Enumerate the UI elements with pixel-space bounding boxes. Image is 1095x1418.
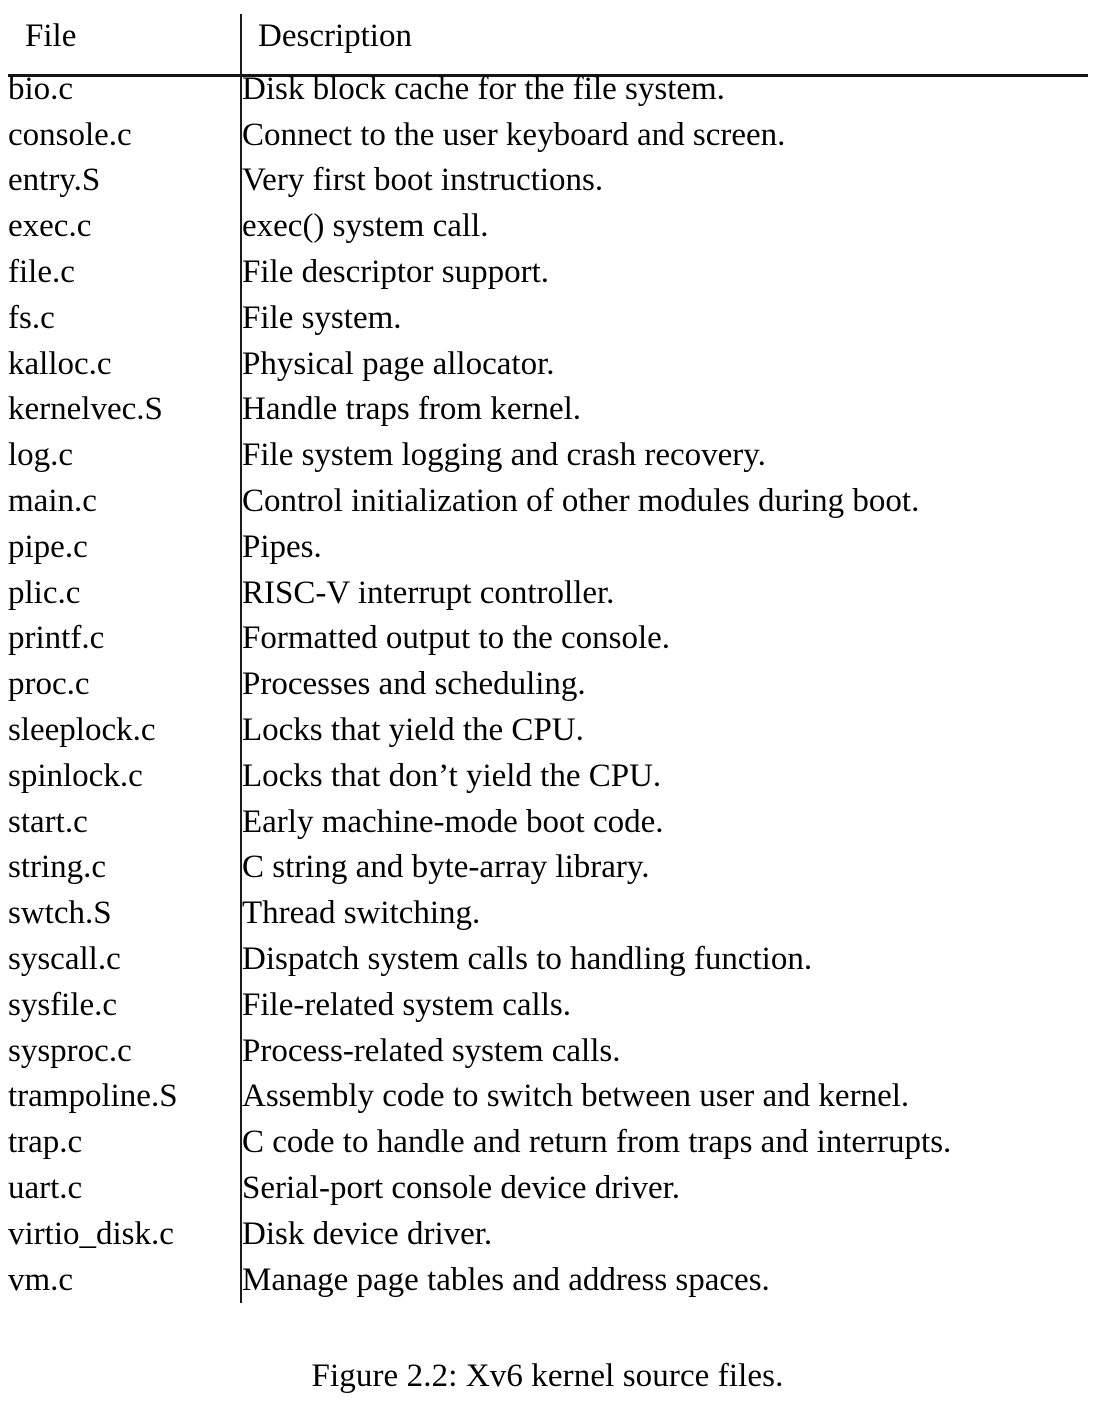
table-row — [8, 937, 1088, 983]
table-row — [8, 296, 1088, 342]
cell-file-name: trampoline.S — [8, 1078, 178, 1115]
cell-file-name: syscall.c — [8, 940, 121, 977]
table-row — [8, 754, 1088, 800]
table-row — [8, 433, 1088, 479]
cell-file-name: exec.c — [8, 208, 92, 245]
cell-file-description: Thread switching. — [241, 891, 1088, 937]
table-row — [8, 204, 1088, 250]
table-header-row — [8, 14, 1088, 60]
cell-file-description: Processes and scheduling. — [241, 662, 1088, 708]
table-row — [8, 1029, 1088, 1075]
figure-caption: Figure 2.2: Xv6 kernel source files. — [311, 1358, 784, 1394]
kernel-source-files-table — [8, 14, 1088, 1303]
cell-file-name: file.c — [8, 253, 75, 290]
cell-file-name: bio.c — [8, 70, 74, 107]
cell-file-description: Dispatch system calls to handling function. — [241, 937, 1088, 983]
cell-file-name: spinlock.c — [8, 757, 143, 794]
cell-file-name: fs.c — [8, 299, 55, 336]
table-row — [8, 571, 1088, 617]
cell-file-description: Connect to the user keyboard and screen. — [241, 113, 1088, 159]
cell-file-name: printf.c — [8, 620, 105, 657]
cell-file-name: uart.c — [8, 1169, 83, 1206]
table-row — [8, 662, 1088, 708]
column-header-description: Description — [241, 14, 1088, 60]
cell-file-name: proc.c — [8, 666, 90, 703]
table-row — [8, 891, 1088, 937]
column-header-file: File — [25, 18, 77, 54]
cell-file-description: C code to handle and return from traps and interrupts. — [241, 1120, 1088, 1166]
cell-file-description: exec() system call. — [241, 204, 1088, 250]
cell-file-description: RISC-V interrupt controller. — [241, 571, 1088, 617]
cell-file-name: sysproc.c — [8, 1032, 132, 1069]
table-row — [8, 525, 1088, 571]
cell-file-description: File system. — [241, 296, 1088, 342]
cell-file-name: vm.c — [8, 1261, 74, 1298]
cell-file-description: Manage page tables and address spaces. — [241, 1258, 1088, 1304]
table-row — [8, 1212, 1088, 1258]
cell-file-name: plic.c — [8, 574, 81, 611]
cell-file-description: Physical page allocator. — [241, 342, 1088, 388]
cell-file-name: trap.c — [8, 1124, 83, 1161]
cell-file-description: Locks that don’t yield the CPU. — [241, 754, 1088, 800]
table-row — [8, 479, 1088, 525]
table-row — [8, 1074, 1088, 1120]
cell-file-description: Formatted output to the console. — [241, 616, 1088, 662]
cell-file-description: Handle traps from kernel. — [241, 387, 1088, 433]
cell-file-description: File descriptor support. — [241, 250, 1088, 296]
cell-file-name: string.c — [8, 849, 107, 886]
table-row — [8, 1166, 1088, 1212]
table-row — [8, 342, 1088, 388]
table-row — [8, 983, 1088, 1029]
table-row — [8, 616, 1088, 662]
cell-file-name: virtio_disk.c — [8, 1215, 174, 1252]
cell-file-description: Disk block cache for the file system. — [241, 60, 1088, 113]
cell-file-description: Very first boot instructions. — [241, 158, 1088, 204]
table-row — [8, 1258, 1088, 1304]
cell-file-name: kernelvec.S — [8, 391, 163, 428]
table-row — [8, 845, 1088, 891]
cell-file-name: swtch.S — [8, 895, 112, 932]
cell-file-description: Early machine-mode boot code. — [241, 800, 1088, 846]
cell-file-description: Assembly code to switch between user and kernel. — [241, 1074, 1088, 1120]
table-row — [8, 1120, 1088, 1166]
cell-file-description: File-related system calls. — [241, 983, 1088, 1029]
cell-file-description: Locks that yield the CPU. — [241, 708, 1088, 754]
cell-file-description: Disk device driver. — [241, 1212, 1088, 1258]
cell-file-name: sleeplock.c — [8, 711, 156, 748]
cell-file-description: C string and byte-array library. — [241, 845, 1088, 891]
cell-file-name: entry.S — [8, 162, 101, 199]
cell-file-description: Process-related system calls. — [241, 1029, 1088, 1075]
table-row — [8, 800, 1088, 846]
cell-file-description: Pipes. — [241, 525, 1088, 571]
table-row — [8, 387, 1088, 433]
cell-file-name: sysfile.c — [8, 986, 118, 1023]
table-row — [8, 60, 1088, 113]
cell-file-description: Serial-port console device driver. — [241, 1166, 1088, 1212]
table-header — [8, 14, 1088, 60]
table-row — [8, 250, 1088, 296]
table-row — [8, 113, 1088, 159]
cell-file-name: console.c — [8, 116, 132, 153]
table-row — [8, 158, 1088, 204]
cell-file-name: kalloc.c — [8, 345, 112, 382]
cell-file-name: log.c — [8, 437, 74, 474]
cell-file-description: Control initialization of other modules during boot. — [241, 479, 1088, 525]
cell-file-name: main.c — [8, 482, 97, 519]
cell-file-name: pipe.c — [8, 528, 88, 565]
table-body — [8, 60, 1088, 1304]
cell-file-description: File system logging and crash recovery. — [241, 433, 1088, 479]
cell-file-name: start.c — [8, 803, 88, 840]
table-row — [8, 708, 1088, 754]
